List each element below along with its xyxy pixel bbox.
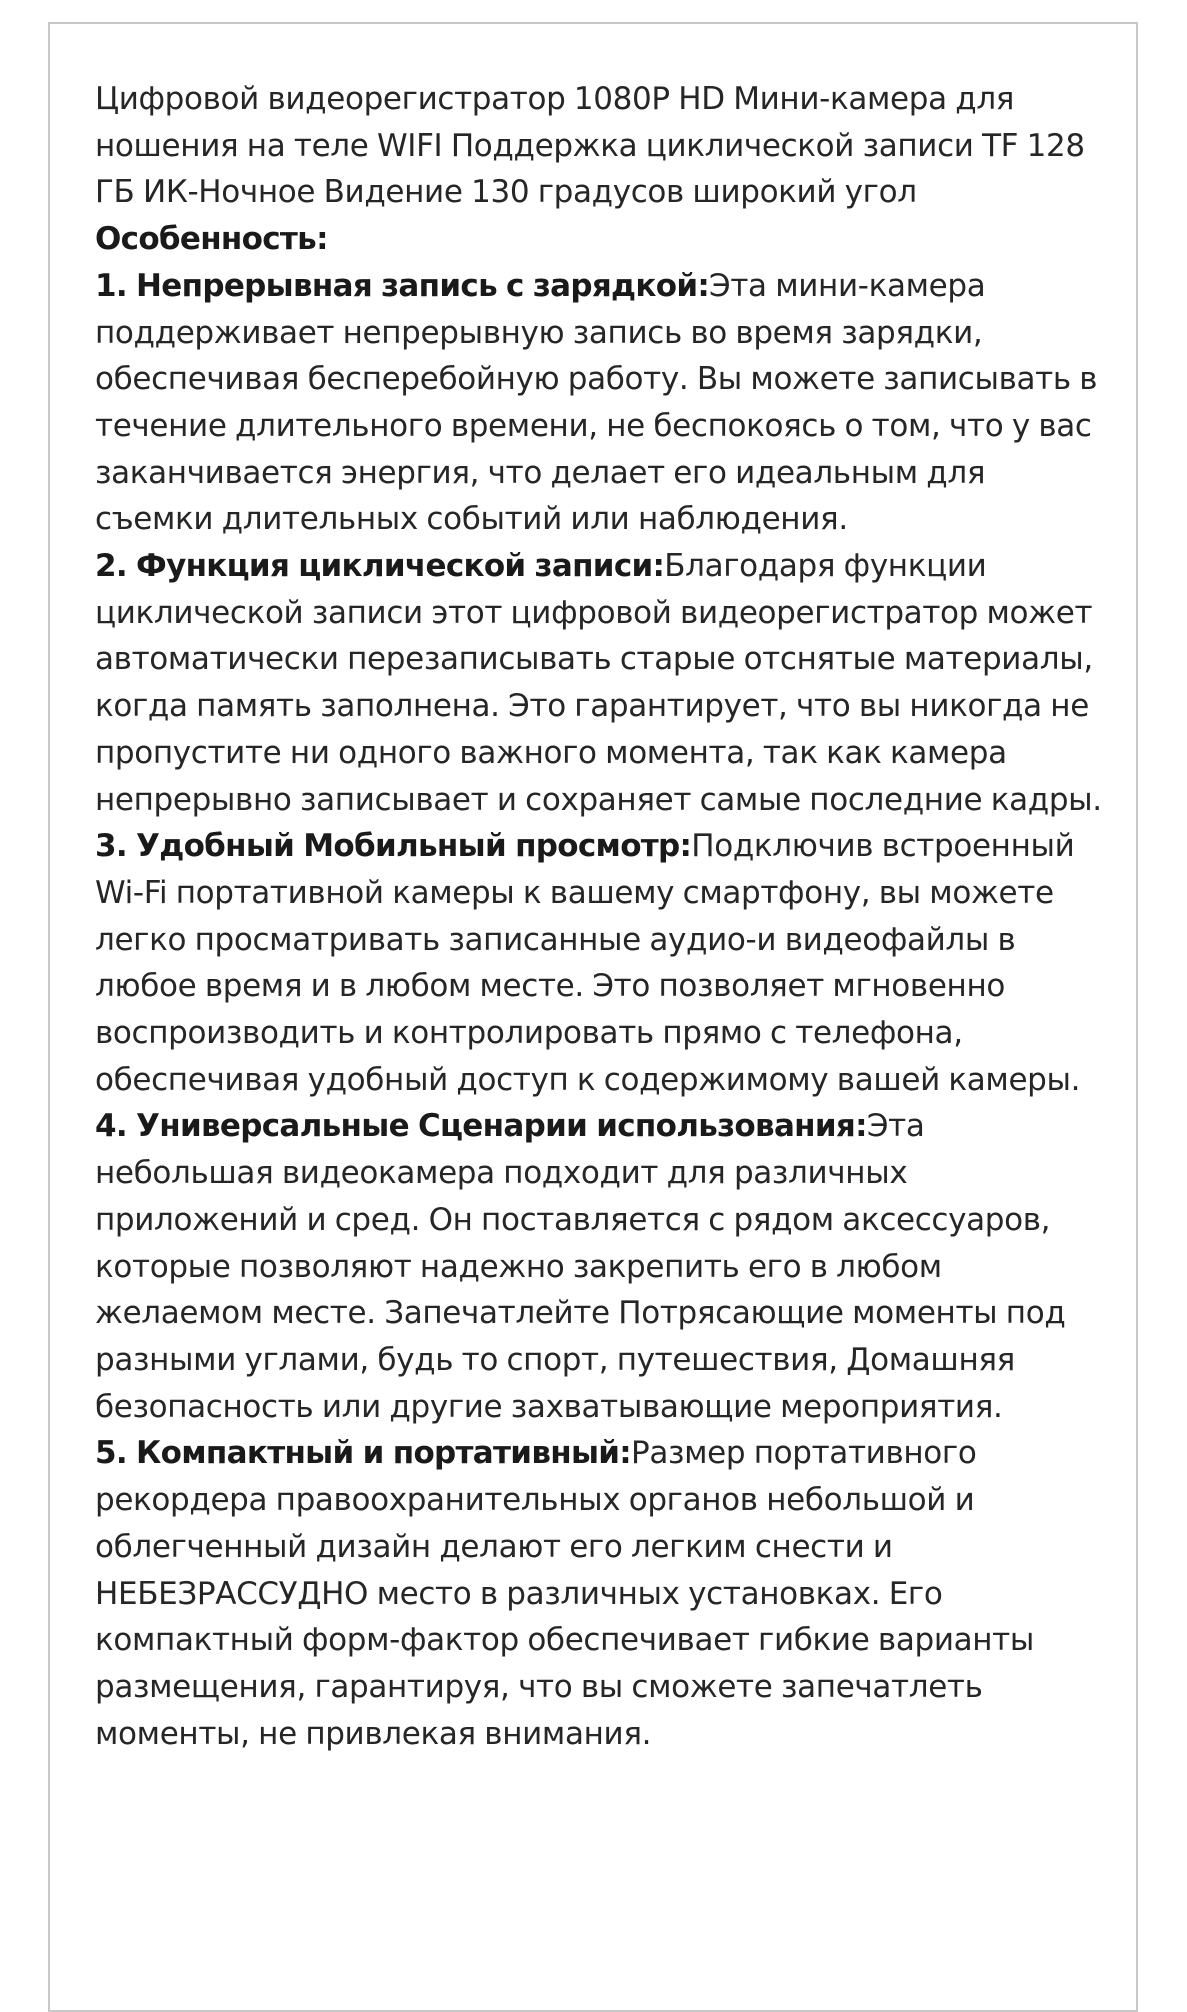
feature-text-1: Эта мини-камера поддерживает непрерывную запись во время зарядки, обеспечивая бесперебойную работу. Вы можете записывать в течение длительного времени, не беспокоясь о том, что у вас заканчивается энергия, что делает его идеальным для съемки длительных событий или наблюдения.	[95, 267, 1098, 538]
feature-text-3: Подключив встроенный Wi-Fi портативной камеры к вашему смартфону, вы можете легко просматривать записанные аудио-и видеофайлы в любое время и в любом месте. Это позволяет мгновенно воспроизводить и контролировать прямо с телефона, обеспечивая удобный доступ к содержимому вашей камеры.	[95, 828, 1081, 1098]
feature-item-4	[95, 1103, 1105, 1430]
feature-title-5: 5. Компактный и портативный:	[95, 1435, 632, 1472]
feature-item-2	[95, 543, 1105, 823]
feature-title-4: 4. Универсальные Сценарии использования:	[95, 1108, 867, 1145]
feature-title-1: 1. Непрерывная запись с зарядкой:	[95, 267, 710, 304]
feature-text-5: Размер портативного рекордера правоохранительных органов небольшой и облегченный дизайн делают его легким снести и НЕБЕЗРАССУДНО место в различных установках. Его компактный форм-фактор обеспечивает гибкие варианты размещения, гарантируя, что вы сможете запечатлеть моменты, не привлекая внимания.	[95, 1435, 1035, 1752]
feature-title-2: 2. Функция циклической записи:	[95, 548, 665, 585]
description-card	[48, 22, 1138, 2012]
feature-text-4: Эта небольшая видеокамера подходит для различных приложений и сред. Он поставляется с рядом аксессуаров, которые позволяют надежно закрепить его в любом желаемом месте. Запечатлейте Потрясающие моменты под разными углами, будь то спорт, путешествия, Домашняя безопасность или другие захватывающие мероприятия.	[95, 1108, 1066, 1425]
feature-item-5	[95, 1430, 1105, 1757]
feature-item-1	[95, 263, 1105, 543]
description-content	[95, 76, 1105, 1757]
feature-item-3	[95, 823, 1105, 1103]
feature-text-2: Благодаря функции циклической записи этот цифровой видеорегистратор может автоматически перезаписывать старые отснятые материалы, когда память заполнена. Это гарантирует, что вы никогда не пропустите ни одного важного момента, так как камера непрерывно записывает и сохраняет самые последние кадры.	[95, 548, 1102, 818]
feature-title-3: 3. Удобный Мобильный просмотр:	[95, 828, 692, 865]
product-title: Цифровой видеорегистратор 1080P HD Мини-камера для ношения на теле WIFI Поддержка циклической записи TF 128 ГБ ИК-Ночное Видение 130 градусов широкий угол	[95, 81, 1085, 211]
features-heading: Особенность:	[95, 221, 328, 258]
